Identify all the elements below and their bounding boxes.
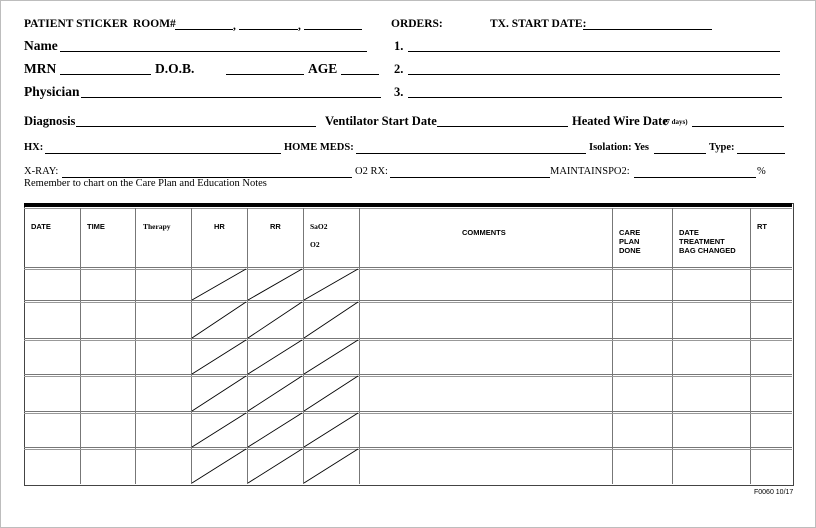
reminder-text: Remember to chart on the Care Plan and Education Notes bbox=[24, 178, 267, 189]
cell-diagonal bbox=[248, 413, 302, 447]
column-header-care-plan-line1: CARE bbox=[619, 228, 641, 237]
physician-label: Physician bbox=[24, 84, 80, 99]
room-separator: , bbox=[233, 20, 236, 32]
patient-sticker-label: PATIENT STICKER bbox=[24, 18, 128, 30]
cell-diagonal bbox=[192, 340, 246, 374]
cell-diagonal bbox=[304, 302, 358, 338]
xray-label: X-RAY: bbox=[24, 166, 59, 177]
ventilator-start-date-label: Ventilator Start Date bbox=[325, 114, 437, 128]
diagnosis-label: Diagnosis bbox=[24, 114, 76, 128]
column-header-date-treatment-line1: DATE bbox=[679, 228, 699, 237]
room-label: ROOM# bbox=[133, 18, 176, 30]
cell-diagonal bbox=[304, 413, 358, 447]
cell-diagonal bbox=[192, 302, 246, 338]
order-3-label: 3. bbox=[394, 85, 404, 99]
cell-diagonal bbox=[248, 376, 302, 411]
maintain-spo2-label: MAINTAINSPO2: bbox=[550, 166, 630, 177]
heated-wire-note: (7 days) bbox=[664, 118, 688, 126]
column-header-therapy: Therapy bbox=[143, 222, 171, 231]
cell-diagonal bbox=[192, 269, 246, 300]
column-header-date-treatment-line2: TREATMENT bbox=[679, 237, 725, 246]
hx-label: HX: bbox=[24, 142, 44, 153]
column-header-date-treatment-line3: BAG CHANGED bbox=[679, 246, 736, 255]
column-header-sao2: SaO2 bbox=[310, 222, 328, 231]
order-1-label: 1. bbox=[394, 39, 404, 53]
room-separator: , bbox=[298, 20, 301, 32]
cell-diagonal bbox=[192, 376, 246, 411]
cell-diagonal bbox=[304, 449, 358, 483]
column-header-date: DATE bbox=[31, 222, 51, 231]
heated-wire-date-label: Heated Wire Date bbox=[572, 114, 668, 128]
column-header-comments: COMMENTS bbox=[462, 228, 506, 237]
tx-start-date-label: TX. START DATE: bbox=[490, 18, 587, 30]
cell-diagonal bbox=[248, 269, 302, 300]
form-number: F0060 10/17 bbox=[754, 489, 794, 496]
type-label: Type: bbox=[709, 142, 735, 153]
column-header-o2: O2 bbox=[310, 240, 320, 249]
age-label: AGE bbox=[308, 61, 338, 76]
cell-diagonal bbox=[248, 340, 302, 374]
cell-diagonal bbox=[248, 302, 302, 338]
column-header-rt: RT bbox=[757, 222, 767, 231]
cell-diagonal bbox=[304, 269, 358, 300]
column-header-care-plan-line2: PLAN bbox=[619, 237, 640, 246]
cell-diagonal bbox=[304, 340, 358, 374]
order-2-label: 2. bbox=[394, 62, 404, 76]
name-label: Name bbox=[24, 38, 58, 53]
cell-diagonal bbox=[248, 449, 302, 483]
cell-diagonal bbox=[304, 376, 358, 411]
orders-label: ORDERS: bbox=[391, 18, 443, 30]
home-meds-label: HOME MEDS: bbox=[284, 142, 354, 153]
percent-label: % bbox=[757, 166, 766, 177]
column-header-rr: RR bbox=[270, 222, 281, 231]
isolation-label: Isolation: Yes bbox=[589, 142, 649, 153]
cell-diagonal bbox=[192, 413, 246, 447]
mrn-label: MRN bbox=[24, 61, 57, 76]
cell-diagonal bbox=[192, 449, 246, 483]
column-header-hr: HR bbox=[214, 222, 225, 231]
column-header-time: TIME bbox=[87, 222, 105, 231]
dob-label: D.O.B. bbox=[155, 61, 195, 76]
o2-rx-label: O2 RX: bbox=[355, 166, 388, 177]
column-header-care-plan-line3: DONE bbox=[619, 246, 641, 255]
